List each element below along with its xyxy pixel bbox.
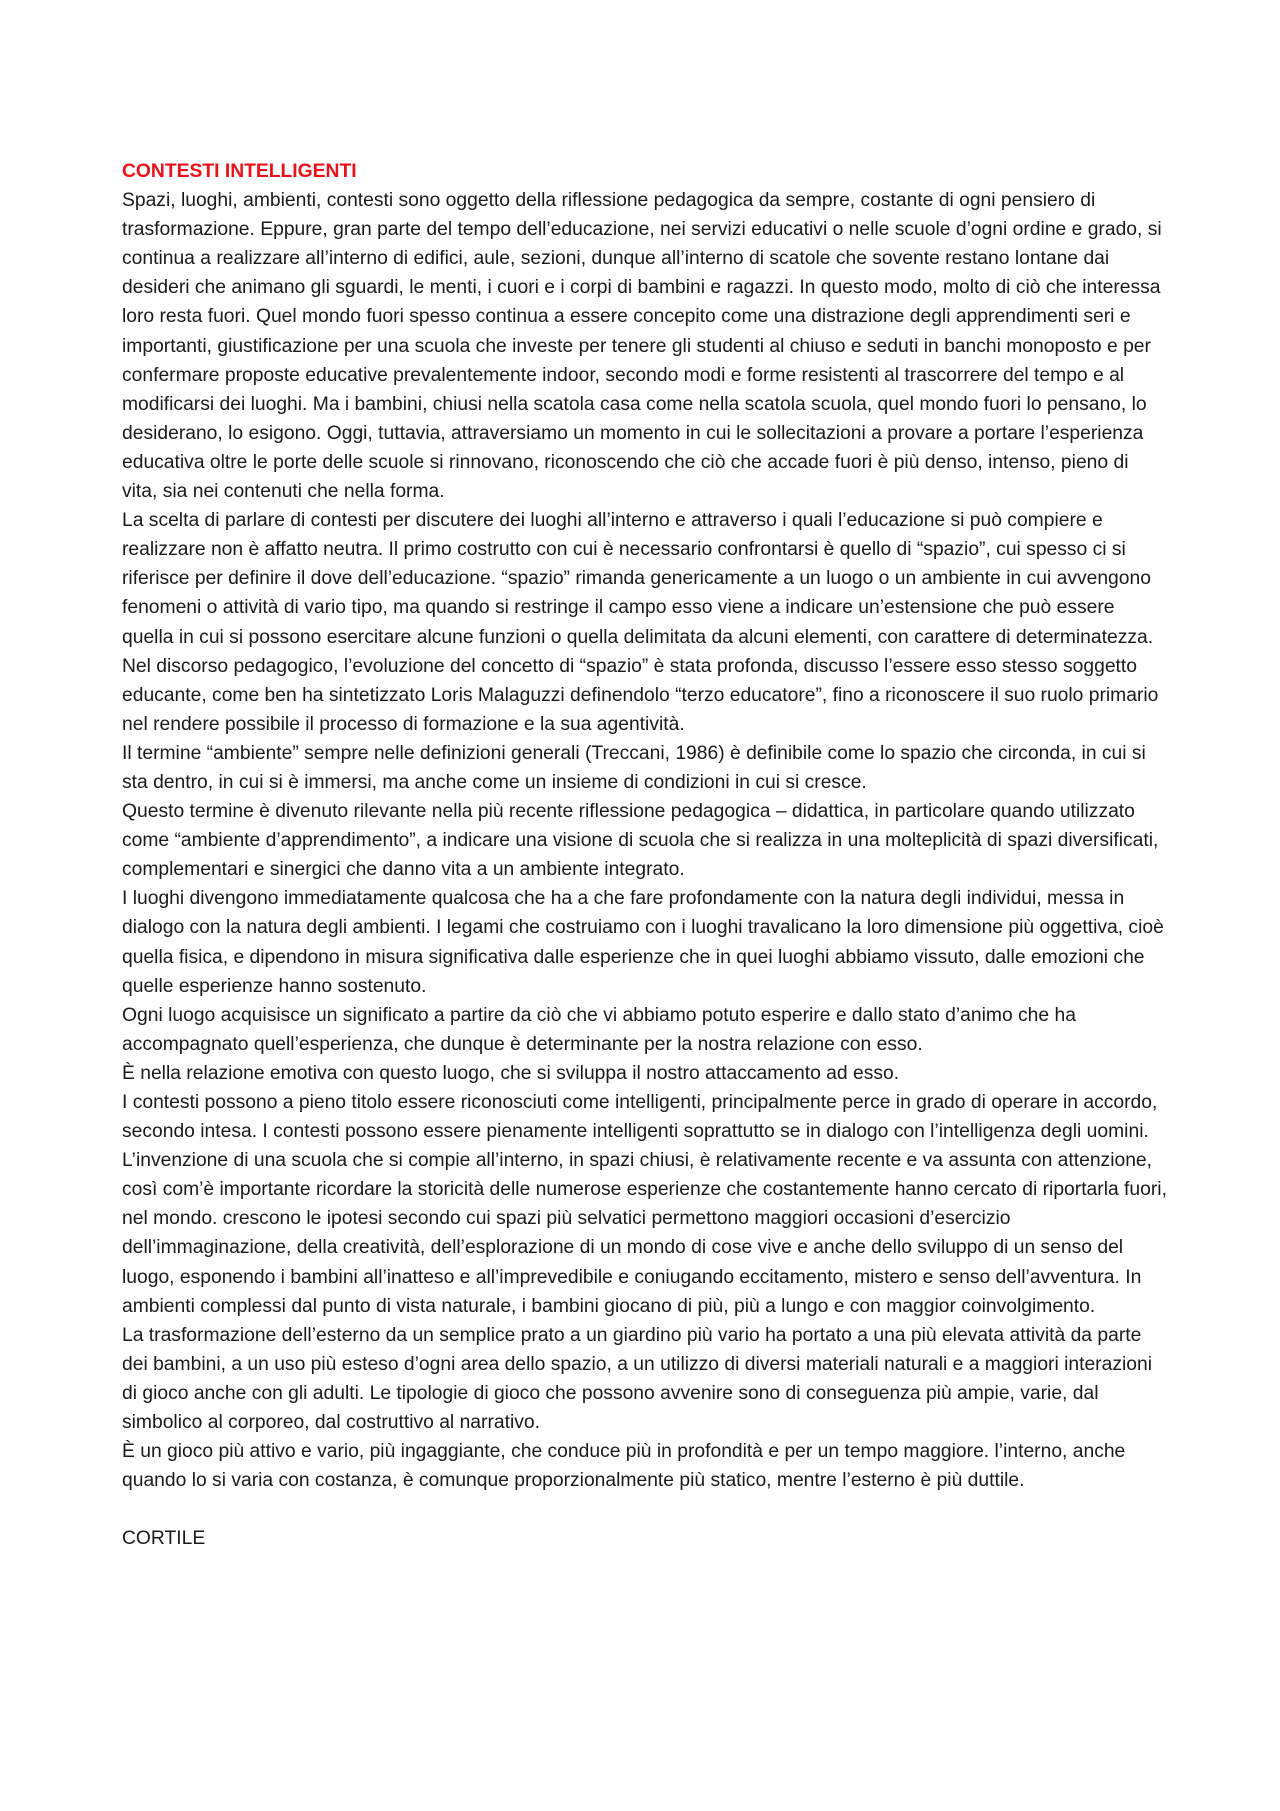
paragraph: Nel discorso pedagogico, l’evoluzione del concetto di “spazio” è stata profonda, discusso l’essere esso stesso soggetto educante, come ben ha sintetizzato Loris Malaguzzi definendolo “terzo educatore”, fino a riconoscere il suo ruolo primario nel rendere possibile il processo di formazione e la sua agentività.: [122, 655, 1159, 735]
paragraph: Ogni luogo acquisisce un significato a partire da ciò che vi abbiamo potuto esperire e dallo stato d’animo che ha accompagnato quell’esperienza, che dunque è determinante per la nostra relazione con esso.: [122, 1004, 1076, 1055]
paragraph: L’invenzione di una scuola che si compie all’interno, in spazi chiusi, è relativamente recente e va assunta con attenzione, così com’è importante ricordare la storicità delle numerose esperienze che costantemente hanno cercato di riportarla fuori, nel mondo. crescono le ipotesi secondo cui spazi più selvatici permettono maggiori occasioni d’esercizio dell’immaginazione, della creatività, dell’esplorazione di un mondo di cose vive e anche dello sviluppo di un senso del luogo, esponendo i bambini all’inatteso e all’imprevedibile e coniugando eccitamento, mistero e senso dell’avventura. In ambienti complessi dal punto di vista naturale, i bambini giocano di più, più a lungo e con maggior coinvolgimento.: [122, 1150, 1167, 1317]
paragraph: Spazi, luoghi, ambienti, contesti sono oggetto della riflessione pedagogica da sempre, costante di ogni pensiero di trasformazione. Eppure, gran parte del tempo dell’educazione, nei servizi educativi o nelle scuole d’ogni ordine e grado, si continua a realizzare all’interno di edifici, aule, sezioni, dunque all’interno di scatole che sovente restano lontane dai desideri che animano gli sguardi, le menti, i cuori e i corpi di bambini e ragazzi. In questo modo, molto di ciò che interessa loro resta fuori. Quel mondo fuori spesso continua a essere concepito come una distrazione degli apprendimenti seri e importanti, giustificazione per una scuola che investe per tenere gli studenti al chiuso e seduti in banchi monoposto e per confermare proposte educative prevalentemente indoor, secondo modi e forme resistenti al trascorrere del tempo e al modificarsi dei luoghi. Ma i bambini, chiusi nella scatola casa come nella scatola scuola, quel mondo fuori lo pensano, lo desiderano, lo esigono. Oggi, tuttavia, attraversiamo un momento in cui le sollecitazioni a provare a portare l’esperienza educativa oltre le porte delle scuole si rinnovano, riconoscendo che ciò che accade fuori è più denso, intenso, pieno di vita, sia nei contenuti che nella forma.: [122, 190, 1162, 503]
paragraph: La scelta di parlare di contesti per discutere dei luoghi all’interno e attraverso i quali l’educazione si può compiere e realizzare non è affatto neutra. Il primo costrutto con cui è necessario confrontarsi è quello di “spazio”, cui spesso ci si riferisce per definire il dove dell’educazione. “spazio” rimanda genericamente a un luogo o un ambiente in cui avvengono fenomeni o attività di vario tipo, ma quando si restringe il campo esso viene a indicare un’estensione che può essere quella in cui si possono esercitare alcune funzioni o quella delimitata da alcuni elementi, con carattere di determinatezza.: [122, 510, 1154, 648]
paragraph: È un gioco più attivo e vario, più ingaggiante, che conduce più in profondità e per un tempo maggiore. l’interno, anche quando lo si varia con costanza, è comunque proporzionalmente più statico, mentre l’esterno è più duttile.: [122, 1441, 1126, 1492]
section-heading: CORTILE: [122, 1528, 206, 1550]
paragraph: È nella relazione emotiva con questo luogo, che si sviluppa il nostro attaccamento ad esso.: [122, 1062, 900, 1084]
blank-line: [122, 1495, 1167, 1524]
paragraph: I luoghi divengono immediatamente qualcosa che ha a che fare profondamente con la natura degli individui, messa in dialogo con la natura degli ambienti. I legami che costruiamo con i luoghi travalicano la loro dimensione più oggettiva, cioè quella fisica, e dipendono in misura significativa dalle esperienze che in quei luoghi abbiamo vissuto, dalle emozioni che quelle esperienze hanno sostenuto.: [122, 888, 1164, 997]
document-body: [122, 157, 1167, 1554]
document-title: CONTESTI INTELLIGENTI: [122, 161, 357, 182]
paragraph: Il termine “ambiente” sempre nelle definizioni generali (Treccani, 1986) è definibile come lo spazio che circonda, in cui si sta dentro, in cui si è immersi, ma anche come un insieme di condizioni in cui si cresce.: [122, 742, 1146, 793]
paragraph: Questo termine è divenuto rilevante nella più recente riflessione pedagogica – didattica, in particolare quando utilizzato come “ambiente d’apprendimento”, a indicare una visione di scuola che si realizza in una molteplicità di spazi diversificati, complementari e sinergici che danno vita a un ambiente integrato.: [122, 801, 1159, 881]
paragraph: La trasformazione dell’esterno da un semplice prato a un giardino più vario ha portato a una più elevata attività da parte dei bambini, a un uso più esteso d’ogni area dello spazio, a un utilizzo di diversi materiali naturali e a maggiori interazioni di gioco anche con gli adulti. Le tipologie di gioco che possono avvenire sono di conseguenza più ampie, varie, dal simbolico al corporeo, dal costruttivo al narrativo.: [122, 1324, 1152, 1434]
paragraph: I contesti possono a pieno titolo essere riconosciuti come intelligenti, principalmente perce in grado di operare in accordo, secondo intesa. I contesti possono essere pienamente intelligenti soprattutto se in dialogo con l’intelligenza degli uomini.: [122, 1092, 1158, 1143]
